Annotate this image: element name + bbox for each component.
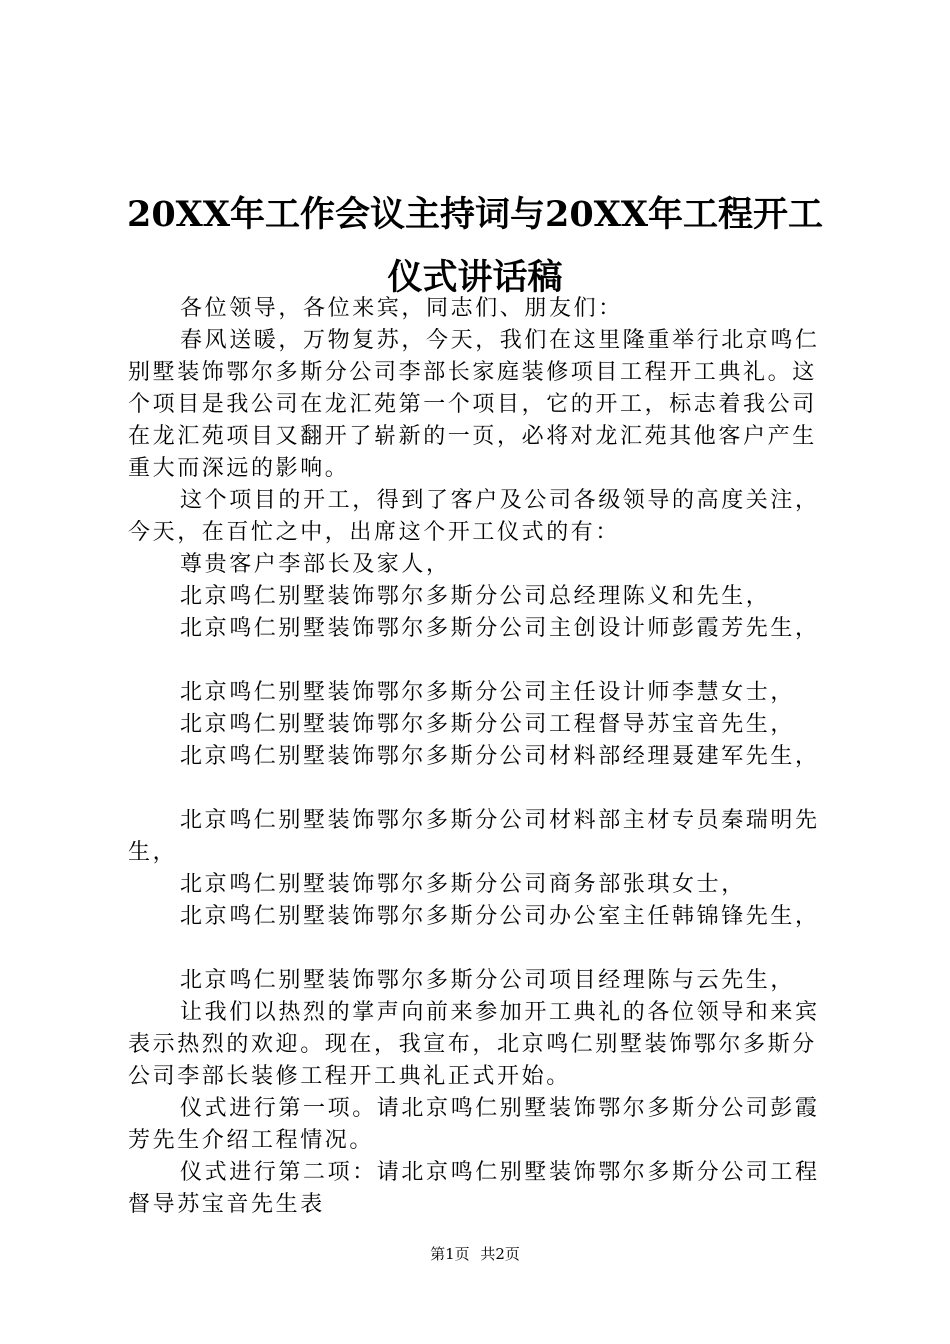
attendee-line: 北京鸣仁别墅装饰鄂尔多斯分公司项目经理陈与云先生，	[180, 968, 796, 993]
attendee-line: 北京鸣仁别墅装饰鄂尔多斯分公司办公室主任韩锦锋先生，	[180, 904, 820, 929]
attendee-line: 北京鸣仁别墅装饰鄂尔多斯分公司主创设计师彭霞芳先生，	[180, 616, 820, 641]
attendee-line: 北京鸣仁别墅装饰鄂尔多斯分公司主任设计师李慧女士，	[180, 680, 796, 705]
page-number: 第1页	[430, 1245, 470, 1263]
attendee-line: 北京鸣仁别墅装饰鄂尔多斯分公司材料部主材专员秦瑞明先生，	[128, 808, 820, 865]
attendee-line: 尊贵客户李部长及家人，	[180, 552, 451, 577]
paragraph-welcome: 让我们以热烈的掌声向前来参加开工典礼的各位领导和来宾表示热烈的欢迎。现在，我宣布，北京鸣仁别墅装饰鄂尔多斯分公司李部长装修工程开工典礼正式开始。	[128, 1000, 820, 1089]
attendee-line: 北京鸣仁别墅装饰鄂尔多斯分公司工程督导苏宝音先生，	[180, 712, 796, 737]
page-total: 共2页	[480, 1245, 520, 1263]
page-footer	[0, 1244, 950, 1264]
paragraph-opening: 春风送暖，万物复苏，今天，我们在这里隆重举行北京鸣仁别墅装饰鄂尔多斯分公司李部长家庭装修项目工程开工典礼。这个项目是我公司在龙汇苑第一个项目，它的开工，标志着我公司在龙汇苑项目又翻开了崭新的一页，必将对龙汇苑其他客户产生重大而深远的影响。	[128, 328, 820, 481]
paragraph-item-one: 仪式进行第一项。请北京鸣仁别墅装饰鄂尔多斯分公司彭霞芳先生介绍工程情况。	[128, 1096, 820, 1153]
document-body	[128, 293, 828, 1221]
attendee-line: 北京鸣仁别墅装饰鄂尔多斯分公司材料部经理聂建军先生，	[180, 744, 820, 769]
paragraph-attendance-intro: 这个项目的开工，得到了客户及公司各级领导的高度关注，今天，在百忙之中，出席这个开工仪式的有：	[128, 488, 820, 545]
attendee-line: 北京鸣仁别墅装饰鄂尔多斯分公司商务部张琪女士，	[180, 872, 746, 897]
paragraph-item-two: 仪式进行第二项：请北京鸣仁别墅装饰鄂尔多斯分公司工程督导苏宝音先生表	[128, 1160, 820, 1217]
paragraph-greeting: 各位领导，各位来宾，同志们、朋友们：	[180, 296, 623, 321]
document-title: 20XX年工作会议主持词与20XX年工程开工仪式讲话稿	[126, 194, 824, 298]
attendee-line: 北京鸣仁别墅装饰鄂尔多斯分公司总经理陈义和先生，	[180, 584, 771, 609]
